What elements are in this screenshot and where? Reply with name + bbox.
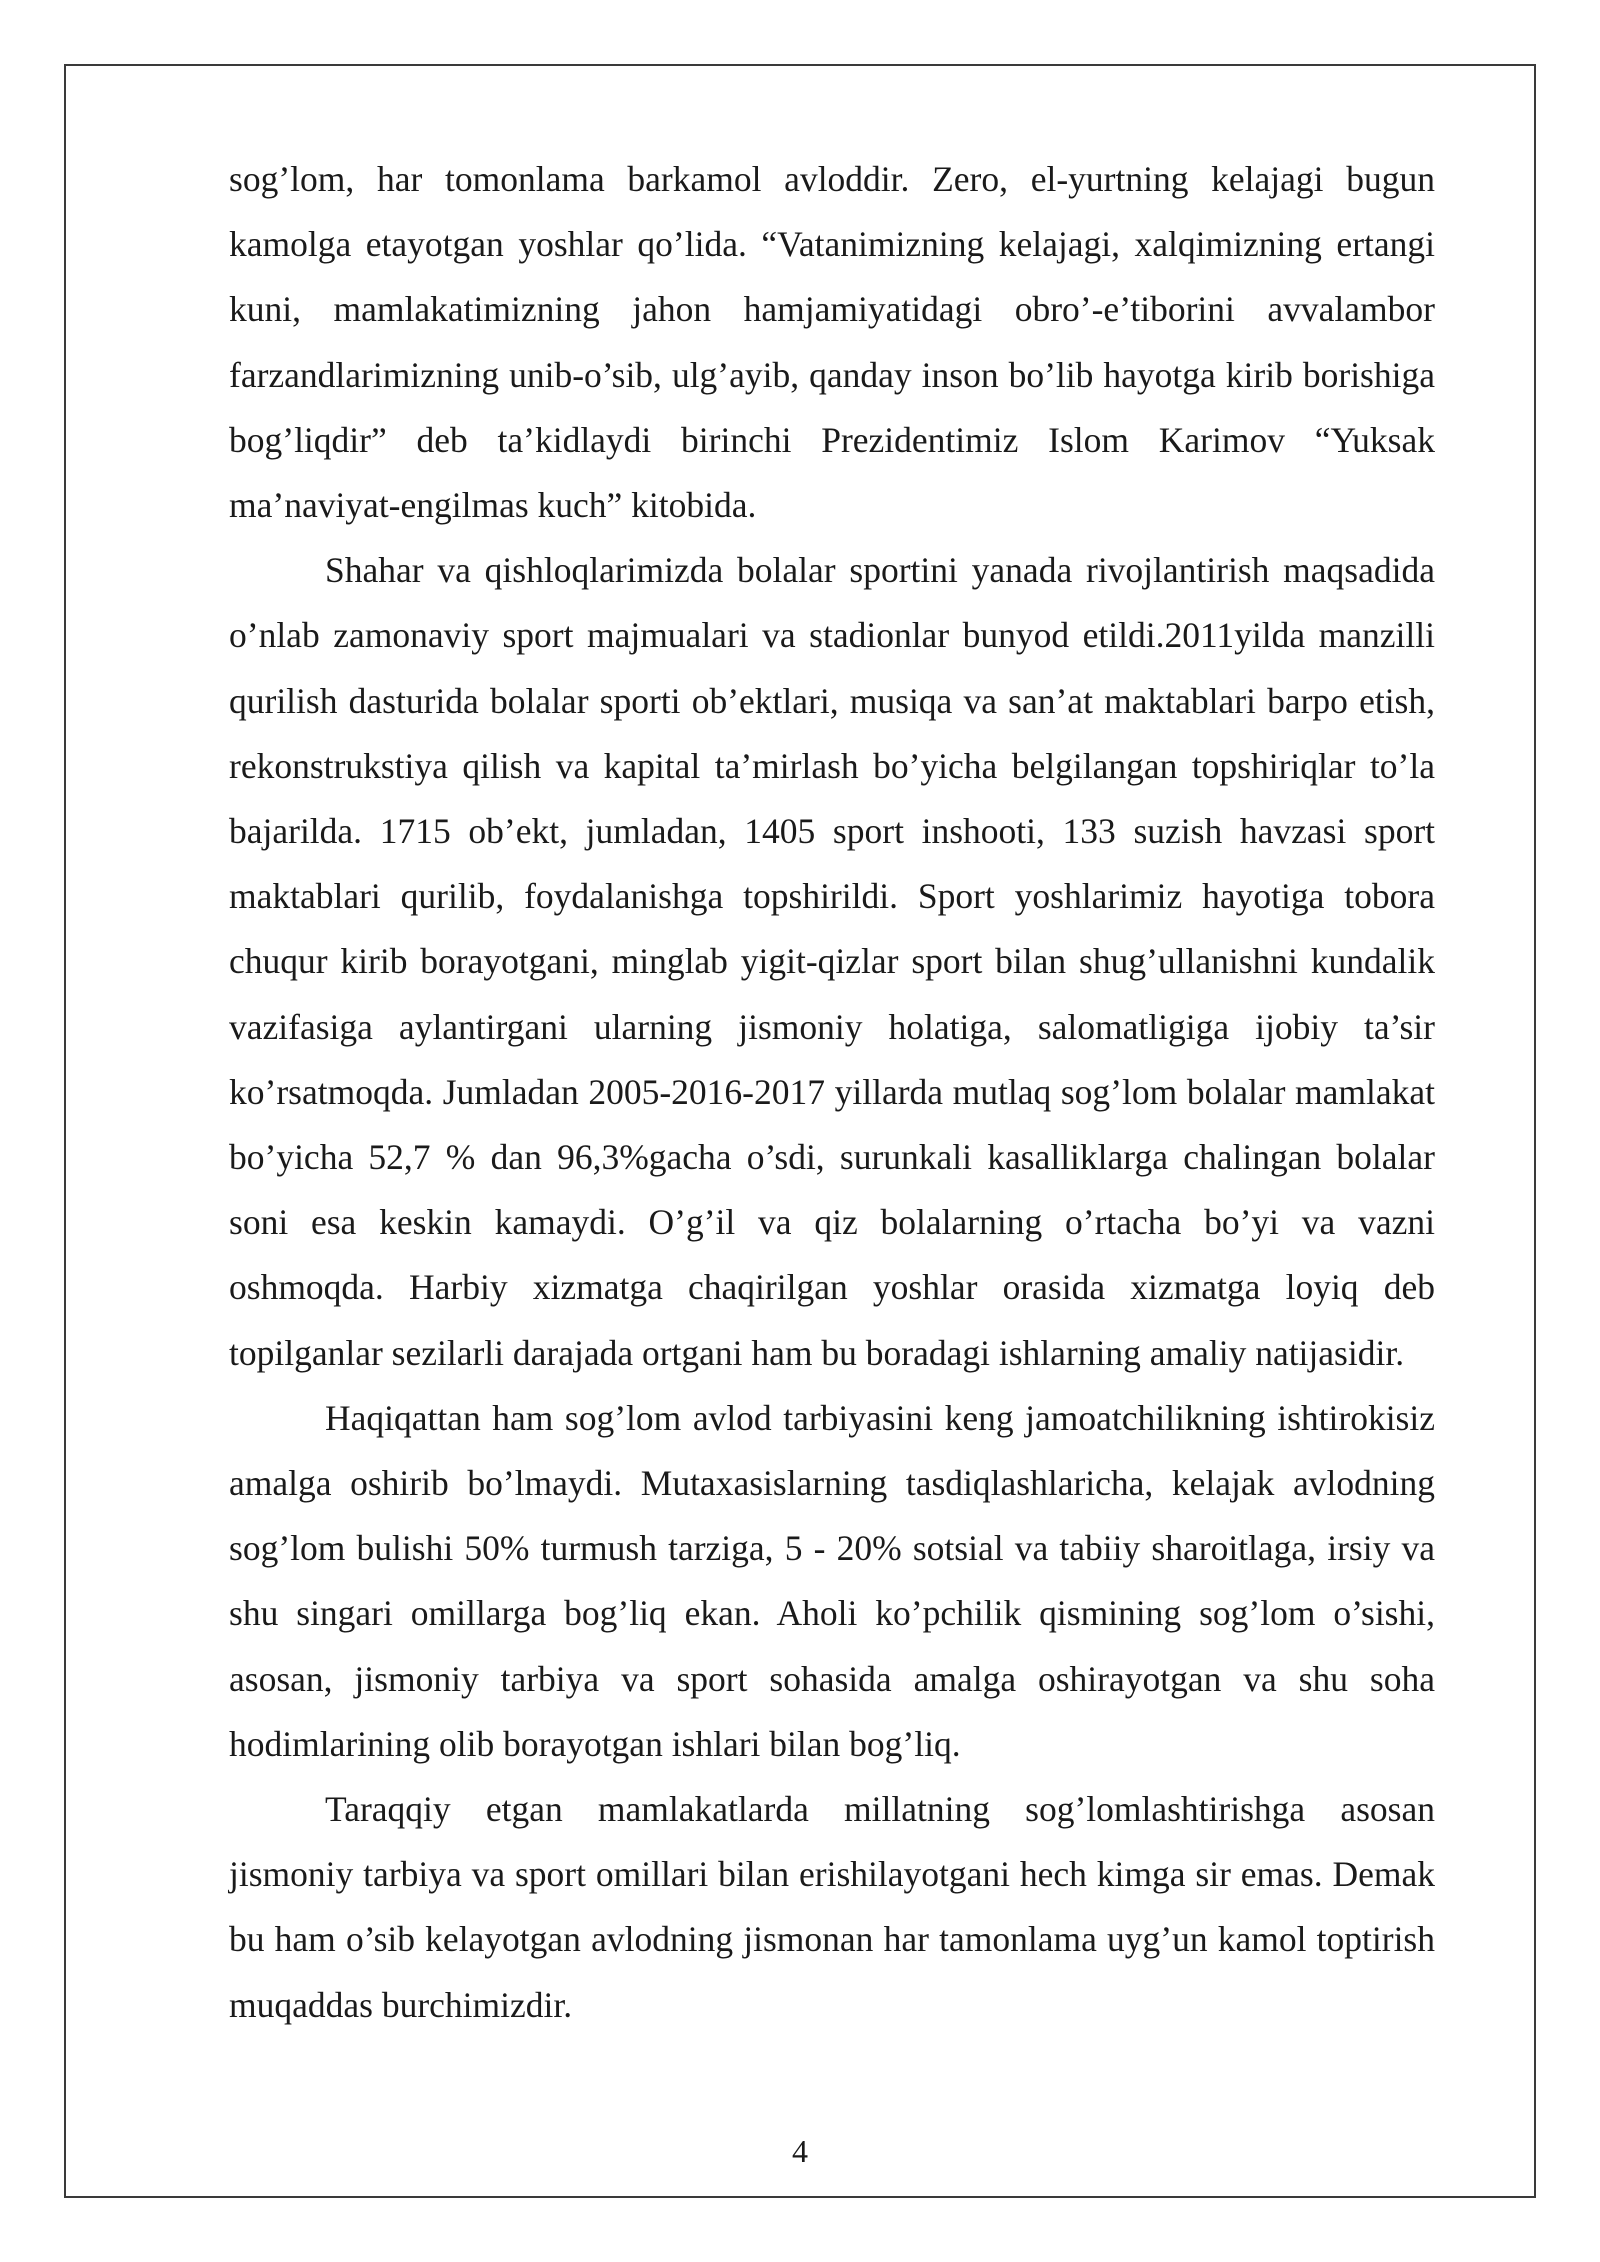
page-number: 4 xyxy=(792,2133,808,2169)
paragraph-1: sog’lom, har tomonlama barkamol avloddir. Zero, el-yurtning kelajagi bugun kamolga etayotgan yoshlar qo’lida. “Vatanimizning kelajagi, xalqimizning ertangi kuni, mamlakatimizning jahon hamjamiyatidagi obro’-e’tiborini avvalambor farzandlarimizning unib-o’sib, ulg’ayib, qanday inson bo’lib hayotga kirib borishiga bog’liqdir” deb ta’kidlaydi birinchi Prezidentimiz Islom Karimov “Yuksak ma’naviyat-engilmas kuch” kitobida. xyxy=(229,159,1435,526)
paragraph-4: Taraqqiy etgan mamlakatlarda millatning sog’lomlashtirishga asosan jismoniy tarbiya va sport omillari bilan erishilayotgani hech kimga sir emas. Demak bu ham o’sib kelayotgan avlodning jismonan har tamonlama uyg’un kamol toptirish muqaddas burchimizdir. xyxy=(229,1789,1435,2025)
document-body xyxy=(229,147,1435,2038)
paragraph-3: Haqiqattan ham sog’lom avlod tarbiyasini keng jamoatchilikning ishtirokisiz amalga oshirib bo’lmaydi. Mutaxasislarning tasdiqlashlaricha, kelajak avlodning sog’lom bulishi 50% turmush tarziga, 5 - 20% sotsial va tabiiy sharoitlaga, irsiy va shu singari omillarga bog’liq ekan. Aholi ko’pchilik qismining sog’lom o’sishi, asosan, jismoniy tarbiya va sport sohasida amalga oshirayotgan va shu soha hodimlarining olib borayotgan ishlari bilan bog’liq. xyxy=(229,1397,1435,1764)
paragraph-2: Shahar va qishloqlarimizda bolalar sportini yanada rivojlantirish maqsadida o’nlab zamonaviy sport majmualari va stadionlar bunyod etildi.2011yilda manzilli qurilish dasturida bolalar sporti ob’ektlari, musiqa va san’at maktablari barpo etish, rekonstrukstiya qilish va kapital ta’mirlash bo’yicha belgilangan topshiriqlar to’la bajarilda. 1715 ob’ekt, jumladan, 1405 sport inshooti, 133 suzish havzasi sport maktablari qurilib, foydalanishga topshirildi. Sport yoshlarimiz hayotiga tobora chuqur kirib borayotgani, minglab yigit-qizlar sport bilan shug’ullanishni kundalik vazifasiga aylantirgani ularning jismoniy holatiga, salomatligiga ijobiy ta’sir ko’rsatmoqda. Jumladan 2005-2016-2017 yillarda mutlaq sog’lom bolalar mamlakat bo’yicha 52,7 % dan 96,3%gacha o’sdi, surunkali kasalliklarga chalingan bolalar soni esa keskin kamaydi. O’g’il va qiz bolalarning o’rtacha bo’yi va vazni oshmoqda. Harbiy xizmatga chaqirilgan yoshlar orasida xizmatga loyiq deb topilganlar sezilarli darajada ortgani ham bu boradagi ishlarning amaliy natijasidir. xyxy=(229,550,1435,1373)
